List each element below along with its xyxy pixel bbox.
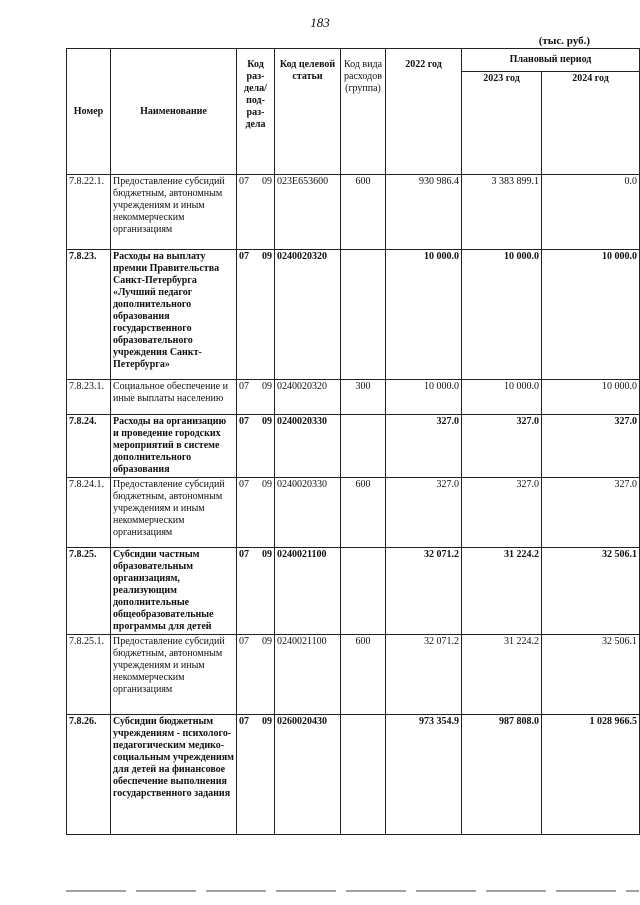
budget-table — [66, 48, 640, 835]
row-number: 7.8.23. — [67, 250, 111, 380]
row-value-2022: 327.0 — [386, 478, 462, 548]
row-value-2023: 31 224.2 — [462, 635, 542, 715]
row-subsection-code: 09 — [262, 176, 272, 187]
row-number: 7.8.26. — [67, 715, 111, 835]
units-label: (тыс. руб.) — [538, 35, 590, 47]
row-section-code: 07 — [239, 479, 249, 490]
row-section — [237, 250, 275, 380]
row-section — [237, 715, 275, 835]
row-name: Расходы на выплату премии Правительства Санкт-Петербурга «Лучший педагог дополнительного образования государственного образовательного учреждения Санкт-Петербурга» — [111, 250, 237, 380]
header-2022: 2022 год — [386, 49, 462, 175]
row-target: 0240020320 — [275, 380, 341, 415]
header-number: Номер — [67, 49, 111, 175]
row-name: Субсидии частным образовательным организациям, реализующим дополнительные общеобразовательные программы для детей — [111, 548, 237, 635]
row-value-2024: 10 000.0 — [542, 250, 640, 380]
row-subsection-code: 09 — [262, 416, 272, 427]
row-target: 0260020430 — [275, 715, 341, 835]
header-2023: 2023 год — [462, 72, 542, 175]
row-value-2023: 10 000.0 — [462, 380, 542, 415]
row-value-2023: 10 000.0 — [462, 250, 542, 380]
row-name: Расходы на организацию и проведение городских мероприятий в системе дополнительного образования — [111, 415, 237, 478]
table-row — [67, 548, 640, 635]
table-row — [67, 635, 640, 715]
row-section — [237, 478, 275, 548]
row-section-code: 07 — [239, 549, 249, 560]
row-section-code: 07 — [239, 381, 249, 392]
row-section — [237, 380, 275, 415]
row-section-code: 07 — [239, 716, 249, 727]
row-section — [237, 635, 275, 715]
row-value-2024: 0.0 — [542, 175, 640, 250]
row-number: 7.8.25. — [67, 548, 111, 635]
table-row — [67, 380, 640, 415]
table-row — [67, 415, 640, 478]
header-name: Наименование — [111, 49, 237, 175]
header-section: Код раз-дела/ под-раз-дела — [237, 49, 275, 175]
row-expense-type: 600 — [341, 175, 386, 250]
row-section — [237, 548, 275, 635]
row-name: Предоставление субсидий бюджетным, автономным учреждениям и иным некоммерческим организациям — [111, 635, 237, 715]
row-name: Социальное обеспечение и иные выплаты населению — [111, 380, 237, 415]
row-value-2022: 32 071.2 — [386, 635, 462, 715]
row-number: 7.8.24.1. — [67, 478, 111, 548]
row-value-2024: 32 506.1 — [542, 635, 640, 715]
row-value-2022: 930 986.4 — [386, 175, 462, 250]
row-value-2023: 31 224.2 — [462, 548, 542, 635]
row-number: 7.8.22.1. — [67, 175, 111, 250]
row-subsection-code: 09 — [262, 549, 272, 560]
row-expense-type — [341, 250, 386, 380]
row-name: Предоставление субсидий бюджетным, автономным учреждениям и иным некоммерческим организациям — [111, 175, 237, 250]
row-number: 7.8.24. — [67, 415, 111, 478]
row-value-2024: 32 506.1 — [542, 548, 640, 635]
row-value-2023: 327.0 — [462, 415, 542, 478]
row-value-2024: 327.0 — [542, 415, 640, 478]
row-target: 023Е653600 — [275, 175, 341, 250]
row-expense-type — [341, 715, 386, 835]
row-value-2024: 327.0 — [542, 478, 640, 548]
row-section — [237, 415, 275, 478]
row-section-code: 07 — [239, 636, 249, 647]
row-section-code: 07 — [239, 176, 249, 187]
row-subsection-code: 09 — [262, 716, 272, 727]
row-value-2023: 327.0 — [462, 478, 542, 548]
bottom-rule — [66, 890, 639, 892]
header-2024: 2024 год — [542, 72, 640, 175]
row-value-2023: 987 808.0 — [462, 715, 542, 835]
table-body — [67, 175, 640, 835]
row-target: 0240020330 — [275, 415, 341, 478]
row-expense-type: 600 — [341, 635, 386, 715]
row-subsection-code: 09 — [262, 636, 272, 647]
table-row — [67, 715, 640, 835]
row-number: 7.8.23.1. — [67, 380, 111, 415]
header-expense-type: Код вида расходов (группа) — [341, 49, 386, 175]
row-target: 0240020330 — [275, 478, 341, 548]
row-name: Субсидии бюджетным учреждениям - психолого-педагогическим медико-социальным учреждениям для детей на финансовое обеспечение выполнения государственного задания — [111, 715, 237, 835]
row-section-code: 07 — [239, 251, 249, 262]
row-target: 0240021100 — [275, 635, 341, 715]
row-name: Предоставление субсидий бюджетным, автономным учреждениям и иным некоммерческим организациям — [111, 478, 237, 548]
row-target: 0240021100 — [275, 548, 341, 635]
row-subsection-code: 09 — [262, 381, 272, 392]
row-value-2022: 10 000.0 — [386, 380, 462, 415]
row-section-code: 07 — [239, 416, 249, 427]
row-expense-type — [341, 415, 386, 478]
page-number: 183 — [310, 15, 330, 30]
row-target: 0240020320 — [275, 250, 341, 380]
table-row — [67, 478, 640, 548]
table-row — [67, 250, 640, 380]
header-planning-period: Плановый период — [462, 49, 640, 72]
row-expense-type: 600 — [341, 478, 386, 548]
row-value-2022: 327.0 — [386, 415, 462, 478]
row-section — [237, 175, 275, 250]
row-value-2024: 10 000.0 — [542, 380, 640, 415]
row-value-2024: 1 028 966.5 — [542, 715, 640, 835]
row-expense-type — [341, 548, 386, 635]
header-target: Код целевой статьи — [275, 49, 341, 175]
row-expense-type: 300 — [341, 380, 386, 415]
row-number: 7.8.25.1. — [67, 635, 111, 715]
row-subsection-code: 09 — [262, 251, 272, 262]
table-row — [67, 175, 640, 250]
row-value-2022: 10 000.0 — [386, 250, 462, 380]
row-value-2022: 973 354.9 — [386, 715, 462, 835]
row-subsection-code: 09 — [262, 479, 272, 490]
row-value-2022: 32 071.2 — [386, 548, 462, 635]
row-value-2023: 3 383 899.1 — [462, 175, 542, 250]
